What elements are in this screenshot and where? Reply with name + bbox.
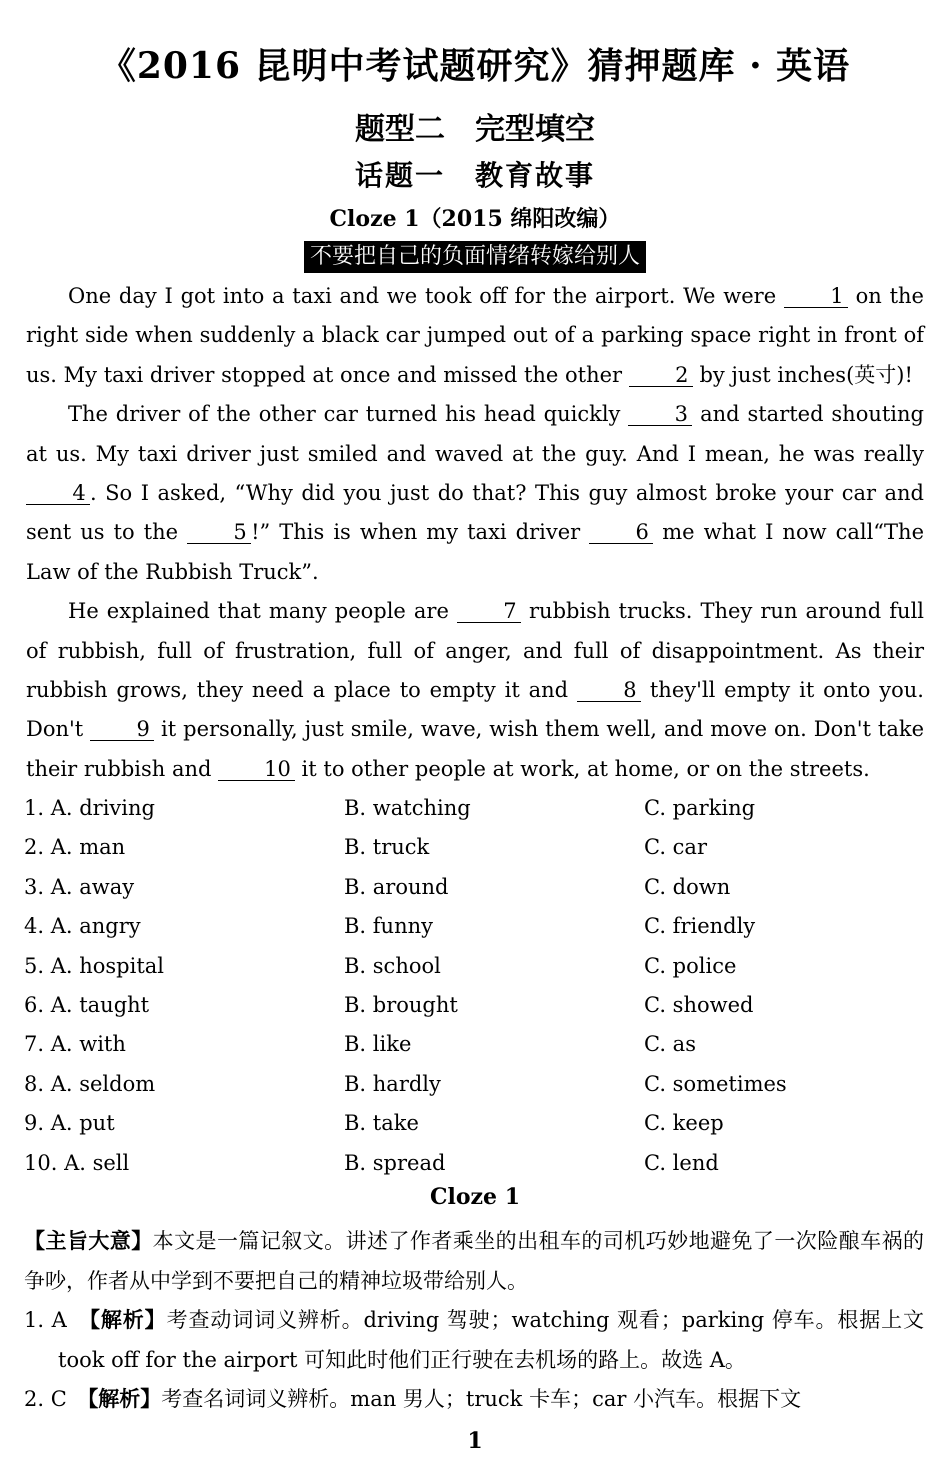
option-a: 4. A. angry — [24, 914, 141, 939]
theme-banner-wrap — [0, 241, 950, 273]
cloze-source-heading: Cloze 1（2015 绵阳改编） — [329, 206, 621, 232]
option-c: C. police — [644, 953, 737, 978]
option-c: C. lend — [644, 1150, 719, 1175]
option-a: 2. A. man — [24, 835, 126, 860]
option-c: C. friendly — [644, 914, 756, 939]
passage-paragraph-2: The driver of the other car turned his head quickly 3 and started shouting at us. My taxi driver just smiled and waved at the guy. And I mean, he was really 4 . So I asked, “Why did you just do that? This guy almost broke your car and sent us to the 5 !” This is when my taxi driver 6 me what I now call“The Law of the Rubbish Truck”. — [26, 402, 924, 584]
answer-key: 1. A — [24, 1308, 67, 1332]
main-idea — [24, 1222, 924, 1301]
option-a: 9. A. put — [24, 1111, 115, 1136]
option-b: B. school — [344, 953, 441, 978]
option-row-6 — [24, 986, 924, 1025]
main-idea-label: 【主旨大意】 — [24, 1229, 153, 1253]
blank-7: 7 — [457, 600, 521, 623]
blank-5: 5 — [187, 521, 251, 544]
option-b: B. hardly — [344, 1071, 441, 1096]
option-c: C. as — [644, 1032, 696, 1057]
option-a: 5. A. hospital — [24, 953, 165, 978]
analysis-label: 【解析】 — [87, 1387, 162, 1411]
answer-analysis — [24, 1222, 924, 1420]
option-a: 3. A. away — [24, 874, 135, 899]
option-row-3 — [24, 868, 924, 907]
blank-2: 2 — [629, 364, 693, 387]
blank-6: 6 — [589, 521, 653, 544]
answer-section-title: Cloze 1 — [430, 1184, 520, 1210]
option-c: C. car — [644, 835, 707, 860]
analysis-item-1 — [24, 1301, 924, 1380]
passage-paragraph-1: One day I got into a taxi and we took off for the airport. We were 1 on the right side when suddenly a black car jumped out of a parking space right in front of us. My taxi driver stopped at once and missed the other 2 by just inches(英寸)! — [26, 284, 924, 387]
passage-paragraph-3: He explained that many people are 7 rubbish trucks. They run around full of rubbish, full of frustration, full of anger, and full of disappointment. As their rubbish grows, they need a place to empty it and 8 they'll empty it onto you. Don't 9 it personally, just smile, wave, wish them well, and move on. Don't take their rubbish and 10 it to other people at work, at home, or on the streets. — [26, 599, 925, 781]
option-row-7 — [24, 1025, 924, 1064]
page-title: 《2016 昆明中考试题研究》猜押题库 · 英语 — [99, 45, 851, 87]
analysis-text: 考查动词词义辨析。driving 驾驶；watching 观看；parking 停车。根据上文 took off for the airport 可知此时他们正行驶在去机场的路上。故选 A。 — [58, 1308, 925, 1372]
option-c: C. showed — [644, 992, 754, 1017]
option-b: B. take — [344, 1111, 419, 1136]
analysis-text: 考查名词词义辨析。man 男人；truck 卡车；car 小汽车。根据下文 — [161, 1387, 802, 1411]
blank-10: 10 — [218, 758, 295, 781]
theme-banner: 不要把自己的负面情绪转嫁给别人 — [304, 241, 646, 273]
cloze-passage — [26, 277, 924, 789]
option-a: 8. A. seldom — [24, 1071, 156, 1096]
blank-9: 9 — [90, 718, 154, 741]
option-row-1 — [24, 789, 924, 828]
blank-4: 4 — [26, 482, 90, 505]
answer-options — [24, 789, 924, 1183]
option-row-9 — [24, 1104, 924, 1143]
option-b: B. truck — [344, 835, 430, 860]
option-row-4 — [24, 907, 924, 946]
option-a: 7. A. with — [24, 1032, 126, 1057]
blank-3: 3 — [628, 403, 692, 426]
option-b: B. funny — [344, 914, 433, 939]
option-b: B. brought — [344, 992, 458, 1017]
option-c: C. down — [644, 874, 731, 899]
blank-1: 1 — [784, 285, 848, 308]
option-row-10 — [24, 1144, 924, 1183]
option-row-8 — [24, 1065, 924, 1104]
analysis-item-2 — [24, 1380, 924, 1420]
option-a: 1. A. driving — [24, 796, 155, 820]
answer-key: 2. C — [24, 1387, 67, 1411]
option-row-5 — [24, 947, 924, 986]
option-b: B. spread — [344, 1150, 446, 1175]
option-b: B. around — [344, 874, 449, 899]
analysis-label: 【解析】 — [89, 1308, 167, 1332]
topic-heading: 话题一 教育故事 — [354, 159, 595, 192]
question-type-heading: 题型二 完型填空 — [355, 112, 595, 147]
option-a: 6. A. taught — [24, 992, 150, 1017]
page-number: 1 — [467, 1428, 483, 1454]
option-b: B. watching — [344, 796, 471, 820]
option-b: B. like — [344, 1032, 412, 1057]
option-row-2 — [24, 828, 924, 867]
option-c: C. sometimes — [644, 1071, 787, 1096]
option-a: 10. A. sell — [24, 1150, 130, 1175]
main-idea-text: 本文是一篇记叙文。讲述了作者乘坐的出租车的司机巧妙地避免了一次险酿车祸的争吵，作者从中学到不要把自己的精神垃圾带给别人。 — [24, 1229, 925, 1293]
option-c: C. keep — [644, 1111, 724, 1136]
option-c: C. parking — [644, 796, 756, 820]
blank-8: 8 — [577, 679, 641, 702]
